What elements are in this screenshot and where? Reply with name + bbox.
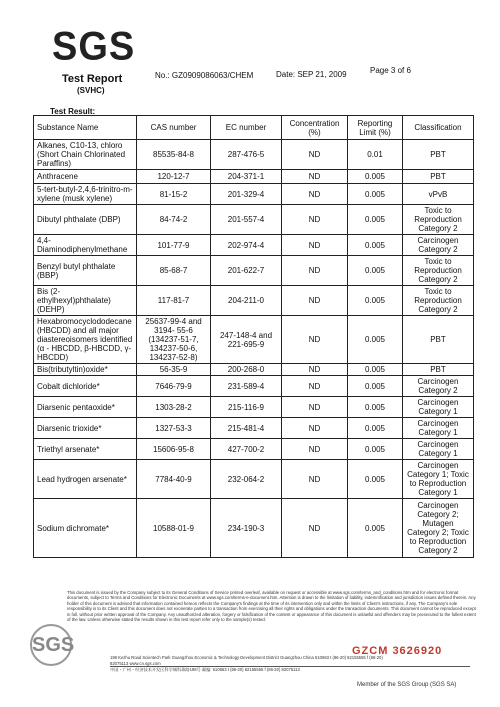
table-row <box>34 286 474 316</box>
reporting-limit-cell: 0.005 <box>348 170 403 184</box>
column-header: EC number <box>211 116 282 140</box>
substance-name-cell: Bis (2-ethylhexyl)phthalate) (DEHP) <box>34 286 137 316</box>
concentration-cell: ND <box>282 184 348 205</box>
concentration-cell: ND <box>282 205 348 235</box>
table-row <box>34 205 474 235</box>
table-row <box>34 376 474 397</box>
substance-name-cell: Diarsenic pentaoxide* <box>34 397 137 418</box>
concentration-cell: ND <box>282 376 348 397</box>
concentration-cell: ND <box>282 140 348 170</box>
cas-number-cell: 1327-53-3 <box>137 418 211 439</box>
reporting-limit-cell: 0.005 <box>348 376 403 397</box>
concentration-cell: ND <box>282 439 348 460</box>
reporting-limit-cell: 0.005 <box>348 460 403 499</box>
concentration-cell: ND <box>282 170 348 184</box>
ec-number-cell: 215-116-9 <box>211 397 282 418</box>
ec-number-cell: 201-557-4 <box>211 205 282 235</box>
substance-name-cell: Dibutyl phthalate (DBP) <box>34 205 137 235</box>
table-row <box>34 397 474 418</box>
substance-name-cell: 5-tert-butyl-2,4,6-trinitro-m-xylene (musk xylene) <box>34 184 137 205</box>
classification-cell: Carcinogen Category 1 <box>403 418 474 439</box>
cas-number-cell: 15606-95-8 <box>137 439 211 460</box>
ec-number-cell: 427-700-2 <box>211 439 282 460</box>
column-header: Reporting Limit (%) <box>348 116 403 140</box>
concentration-cell: ND <box>282 418 348 439</box>
classification-cell: PBT <box>403 170 474 184</box>
table-row <box>34 256 474 286</box>
concentration-cell: ND <box>282 397 348 418</box>
ec-number-cell: 204-371-1 <box>211 170 282 184</box>
cas-number-cell: 84-74-2 <box>137 205 211 235</box>
reporting-limit-cell: 0.005 <box>348 316 403 364</box>
table-row <box>34 170 474 184</box>
table-row <box>34 235 474 256</box>
concentration-cell: ND <box>282 235 348 256</box>
table-row <box>34 184 474 205</box>
cas-number-cell: 56-35-9 <box>137 364 211 376</box>
classification-cell: Toxic to Reproduction Category 2 <box>403 286 474 316</box>
substance-name-cell: Triethyl arsenate* <box>34 439 137 460</box>
classification-cell: Toxic to Reproduction Category 2 <box>403 205 474 235</box>
cas-number-cell: 120-12-7 <box>137 170 211 184</box>
reporting-limit-cell: 0.005 <box>348 286 403 316</box>
address-chinese: 中国・广州・经济技术开发区科学城科珠路198号 邮编: 510663 t (86-20) 82155555 f (86-20) 82075113 <box>110 667 300 672</box>
cas-number-cell: 1303-28-2 <box>137 397 211 418</box>
member-text: Member of the SGS Group (SGS SA) <box>357 682 457 688</box>
address-english: 198 Kezhu Road Scientech Park Guangzhou Economic & Technology Development District Guangzhou China 510663 t (86-20) 82155555 f (86-20) 82075113 www.cn.sgs.com <box>110 655 383 666</box>
footer-address <box>110 655 400 673</box>
table-row <box>34 499 474 558</box>
reporting-limit-cell: 0.005 <box>348 235 403 256</box>
substance-name-cell: Cobalt dichloride* <box>34 376 137 397</box>
table-row <box>34 316 474 364</box>
table-row <box>34 460 474 499</box>
ec-number-cell: 201-622-7 <box>211 256 282 286</box>
table-row <box>34 364 474 376</box>
substance-name-cell: Alkanes, C10-13, chloro (Short Chain Chlorinated Paraffins) <box>34 140 137 170</box>
substance-name-cell: Bis(tributyltin)oxide* <box>34 364 137 376</box>
concentration-cell: ND <box>282 364 348 376</box>
report-subtitle: (SVHC) <box>77 86 105 95</box>
ec-number-cell: 215-481-4 <box>211 418 282 439</box>
classification-cell: Carcinogen Category 2 <box>403 376 474 397</box>
report-date: Date: SEP 21, 2009 <box>276 70 347 79</box>
reporting-limit-cell: 0.005 <box>348 499 403 558</box>
ec-number-cell: 247-148-4 and 221-695-9 <box>211 316 282 364</box>
test-result-label: Test Result: <box>50 107 96 116</box>
concentration-cell: ND <box>282 460 348 499</box>
sgs-logo: SGS <box>52 24 136 70</box>
substance-name-cell: Lead hydrogen arsenate* <box>34 460 137 499</box>
ec-number-cell: 231-589-4 <box>211 376 282 397</box>
column-header: Classification <box>403 116 474 140</box>
reporting-limit-cell: 0.005 <box>348 256 403 286</box>
classification-cell: Carcinogen Category 1; Toxic to Reproduction Category 1 <box>403 460 474 499</box>
concentration-cell: ND <box>282 256 348 286</box>
classification-cell: Carcinogen Category 1 <box>403 397 474 418</box>
substance-name-cell: Benzyl butyl phthalate (BBP) <box>34 256 137 286</box>
ec-number-cell: 204-211-0 <box>211 286 282 316</box>
substance-name-cell: Sodium dichromate* <box>34 499 137 558</box>
table-row <box>34 418 474 439</box>
cas-number-cell: 7646-79-9 <box>137 376 211 397</box>
reporting-limit-cell: 0.005 <box>348 418 403 439</box>
cas-number-cell: 117-81-7 <box>137 286 211 316</box>
cas-number-cell: 85-68-7 <box>137 256 211 286</box>
substance-name-cell: Diarsenic trioxide* <box>34 418 137 439</box>
classification-cell: PBT <box>403 364 474 376</box>
concentration-cell: ND <box>282 499 348 558</box>
cas-number-cell: 7784-40-9 <box>137 460 211 499</box>
reporting-limit-cell: 0.005 <box>348 184 403 205</box>
table-row <box>34 439 474 460</box>
reporting-limit-cell: 0.005 <box>348 439 403 460</box>
reporting-limit-cell: 0.005 <box>348 205 403 235</box>
classification-cell: Toxic to Reproduction Category 2 <box>403 256 474 286</box>
classification-cell: Carcinogen Category 2; Mutagen Category 2; Toxic to Reproduction Category 2 <box>403 499 474 558</box>
report-number: No.: GZ0909086063/CHEM <box>155 71 254 80</box>
ec-number-cell: 234-190-3 <box>211 499 282 558</box>
substance-name-cell: Hexabromocyclododecane (HBCDD) and all major diastereoisomers identified (α - HBCDD, β-HBCDD, γ-HBCDD) <box>34 316 137 364</box>
cas-number-cell: 10588-01-9 <box>137 499 211 558</box>
cas-number-cell: 85535-84-8 <box>137 140 211 170</box>
sgs-seal-logo: SGS <box>30 624 72 666</box>
ec-number-cell: 201-329-4 <box>211 184 282 205</box>
concentration-cell: ND <box>282 316 348 364</box>
classification-cell: PBT <box>403 316 474 364</box>
disclaimer-text: This document is issued by the Company subject to its General Conditions of Service printed overleaf, available on request or accessible at www.sgs.com/terms_and_conditions.htm and for electronic format documents, subject to Terms and Conditions for Electronic Documents at www.sgs.com/terms-e-document.htm. Attention is drawn to the limitation of liability, indemnification and jurisdiction issues defined therein. Any holder of this document is advised that information contained hereon reflects the Company's findings at the time of its intervention only and within the limits of Client's instructions, if any. The Company's sole responsibility is to its Client and this document does not exonerate parties to a transaction from exercising all their rights and obligations under the transaction documents. This document cannot be reproduced except in full, without prior written approval of the Company. Any unauthorized alteration, forgery or falsification of the content or appearance of this document is unlawful and offenders may be prosecuted to the fullest extent of the law. Unless otherwise stated the results shown in this test report refer only to the sample(s) tested. <box>67 590 476 623</box>
table-header-row <box>34 116 474 140</box>
concentration-cell: ND <box>282 286 348 316</box>
classification-cell: vPvB <box>403 184 474 205</box>
cas-number-cell: 81-15-2 <box>137 184 211 205</box>
classification-cell: PBT <box>403 140 474 170</box>
substance-name-cell: 4,4-Diaminodiphenylmethane <box>34 235 137 256</box>
report-title: Test Report <box>62 73 123 85</box>
classification-cell: Carcinogen Category 2 <box>403 235 474 256</box>
column-header: Concentration (%) <box>282 116 348 140</box>
ec-number-cell: 232-064-2 <box>211 460 282 499</box>
classification-cell: Carcinogen Category 1 <box>403 439 474 460</box>
ec-number-cell: 200-268-0 <box>211 364 282 376</box>
column-header: CAS number <box>137 116 211 140</box>
reporting-limit-cell: 0.01 <box>348 140 403 170</box>
ec-number-cell: 287-476-5 <box>211 140 282 170</box>
cas-number-cell: 25637-99-4 and 3194- 55-6 (134237-51-7, 134237-50-6, 134237-52-8) <box>137 316 211 364</box>
column-header: Substance Name <box>34 116 137 140</box>
table-row <box>34 140 474 170</box>
substance-name-cell: Anthracene <box>34 170 137 184</box>
test-result-table <box>33 115 474 558</box>
cas-number-cell: 101-77-9 <box>137 235 211 256</box>
page-number: Page 3 of 6 <box>370 66 411 75</box>
stamp-number: GZCM 3626920 <box>352 645 443 657</box>
reporting-limit-cell: 0.005 <box>348 364 403 376</box>
reporting-limit-cell: 0.005 <box>348 397 403 418</box>
ec-number-cell: 202-974-4 <box>211 235 282 256</box>
